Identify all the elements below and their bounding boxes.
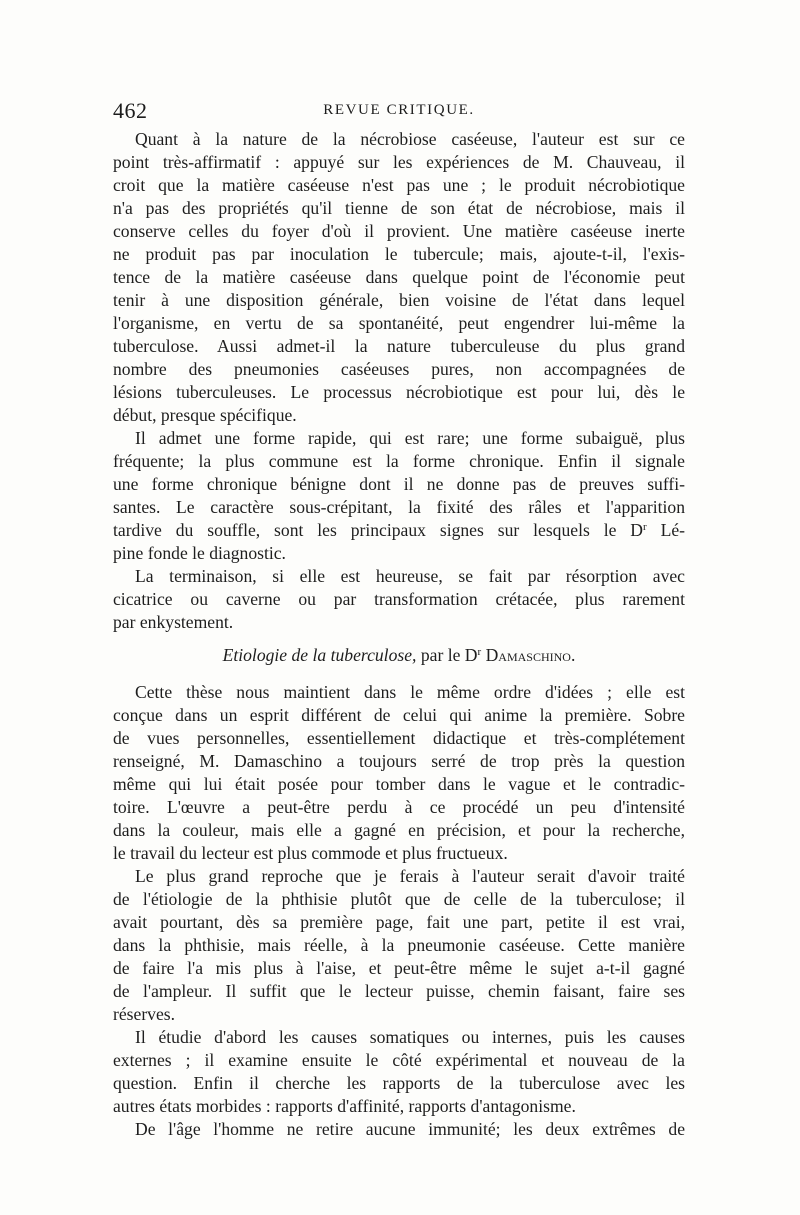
paragraph [113,681,685,865]
text-line: tuberculose. Aussi admet-il la nature tuberculeuse du plus grand [113,336,685,356]
paragraph [113,1118,685,1141]
text-line: santes. Le caractère sous-crépitant, la fixité des râles et l'apparition [113,497,685,517]
text-segment: Lé- [646,520,685,540]
text-line: nombre des pneumonies caséeuses pures, non accompagnées de [113,359,685,379]
text-line: de vues personnelles, essentiellement didactique et très-complétement [113,728,685,748]
text-line: dans la phthisie, mais réelle, à la pneumonie caséeuse. Cette manière [113,935,685,955]
text-line: de faire l'a mis plus à l'aise, et peut-être même le sujet a-t-il gagné [113,958,685,978]
text-line: externes ; il examine ensuite le côté expérimental et nouveau de la [113,1050,685,1070]
paragraph [113,128,685,427]
section-superscript: r [477,646,482,658]
text-line: fréquente; la plus commune est la forme chronique. Enfin il signale [113,451,685,471]
section-heading [113,644,685,667]
paragraph [113,865,685,1026]
dr-superscript: r [643,521,647,533]
journal-title: REVUE CRITIQUE. [323,102,475,118]
paragraph [113,565,685,634]
text-line: Le plus grand reproche que je ferais à l'auteur serait d'avoir traité [135,866,685,886]
text-line-with-superscript [113,519,685,542]
text-line: l'organisme, en vertu de sa spontanéité, peut engendrer lui-même la [113,313,685,333]
text-line: le travail du lecteur est plus commode et plus fructueux. [113,843,508,863]
text-line: dans la couleur, mais elle a gagné en précision, et pour la recherche, [113,820,685,840]
text-line: conçue dans un esprit différent de celui qui anime la première. Sobre [113,705,685,725]
text-line: Quant à la nature de la nécrobiose caséeuse, l'auteur est sur ce [135,129,685,149]
text-line: n'a pas des propriétés qu'il tienne de son état de nécrobiose, mais il [113,198,685,218]
text-line: question. Enfin il cherche les rapports de la tuberculose avec les [113,1073,685,1093]
body-text [113,128,685,1141]
section-title: Etiologie de la tuberculose, [222,645,417,665]
text-line: réserves. [113,1004,176,1024]
text-line: tence de la matière caséeuse dans quelque point de l'économie peut [113,267,685,287]
text-line: par enkystement. [113,612,234,632]
text-segment: tardive du souffle, sont les principaux signes sur lesquels le D [113,520,643,540]
text-line: tenir à une disposition générale, bien voisine de l'état dans lequel [113,290,685,310]
text-line: avait pourtant, dès sa première page, fait une part, petite il est vrai, [113,912,685,932]
text-line: toire. L'œuvre a peut-être perdu à ce procédé un peu d'intensité [113,797,685,817]
text-line: de l'étiologie de la phthisie plutôt que de celle de la tuberculose; il [113,889,685,909]
running-head [113,98,685,124]
text-line: lésions tuberculeuses. Le processus nécrobiotique est pour lui, dès le [113,382,685,402]
text-line: début, presque spécifique. [113,405,297,425]
paragraph [113,427,685,565]
text-line: autres états morbides : rapports d'affinité, rapports d'antagonisme. [113,1096,576,1116]
section-by: par le D [416,645,478,665]
section-author: Damaschino. [481,645,576,665]
text-line: De l'âge l'homme ne retire aucune immunité; les deux extrêmes de [135,1119,685,1139]
text-line: de l'ampleur. Il suffit que le lecteur puisse, chemin faisant, faire ses [113,981,685,1001]
text-line: ne produit pas par inoculation le tubercule; mais, ajoute-t-il, l'exis- [113,244,685,264]
text-line: Cette thèse nous maintient dans le même ordre d'idées ; elle est [135,682,685,702]
paragraph [113,1026,685,1118]
text-line: croit que la matière caséeuse n'est pas une ; le produit nécrobiotique [113,175,685,195]
text-line: Il étudie d'abord les causes somatiques ou internes, puis les causes [135,1027,685,1047]
text-line: conserve celles du foyer d'où il provient. Une matière caséeuse inerte [113,221,685,241]
text-line: cicatrice ou caverne ou par transformation crétacée, plus rarement [113,589,685,609]
text-line: La terminaison, si elle est heureuse, se fait par résorption avec [135,566,685,586]
text-line: même qui lui était posée pour tomber dans le vague et le contradic- [113,774,685,794]
text-line: point très-affirmatif : appuyé sur les expériences de M. Chauveau, il [113,152,685,172]
text-line: pine fonde le diagnostic. [113,543,286,563]
text-line: renseigné, M. Damaschino a toujours serré de trop près la question [113,751,685,771]
page-number: 462 [113,98,148,123]
text-line: une forme chronique bénigne dont il ne donne pas de preuves suffi- [113,474,685,494]
text-line: Il admet une forme rapide, qui est rare; une forme subaiguë, plus [135,428,685,448]
